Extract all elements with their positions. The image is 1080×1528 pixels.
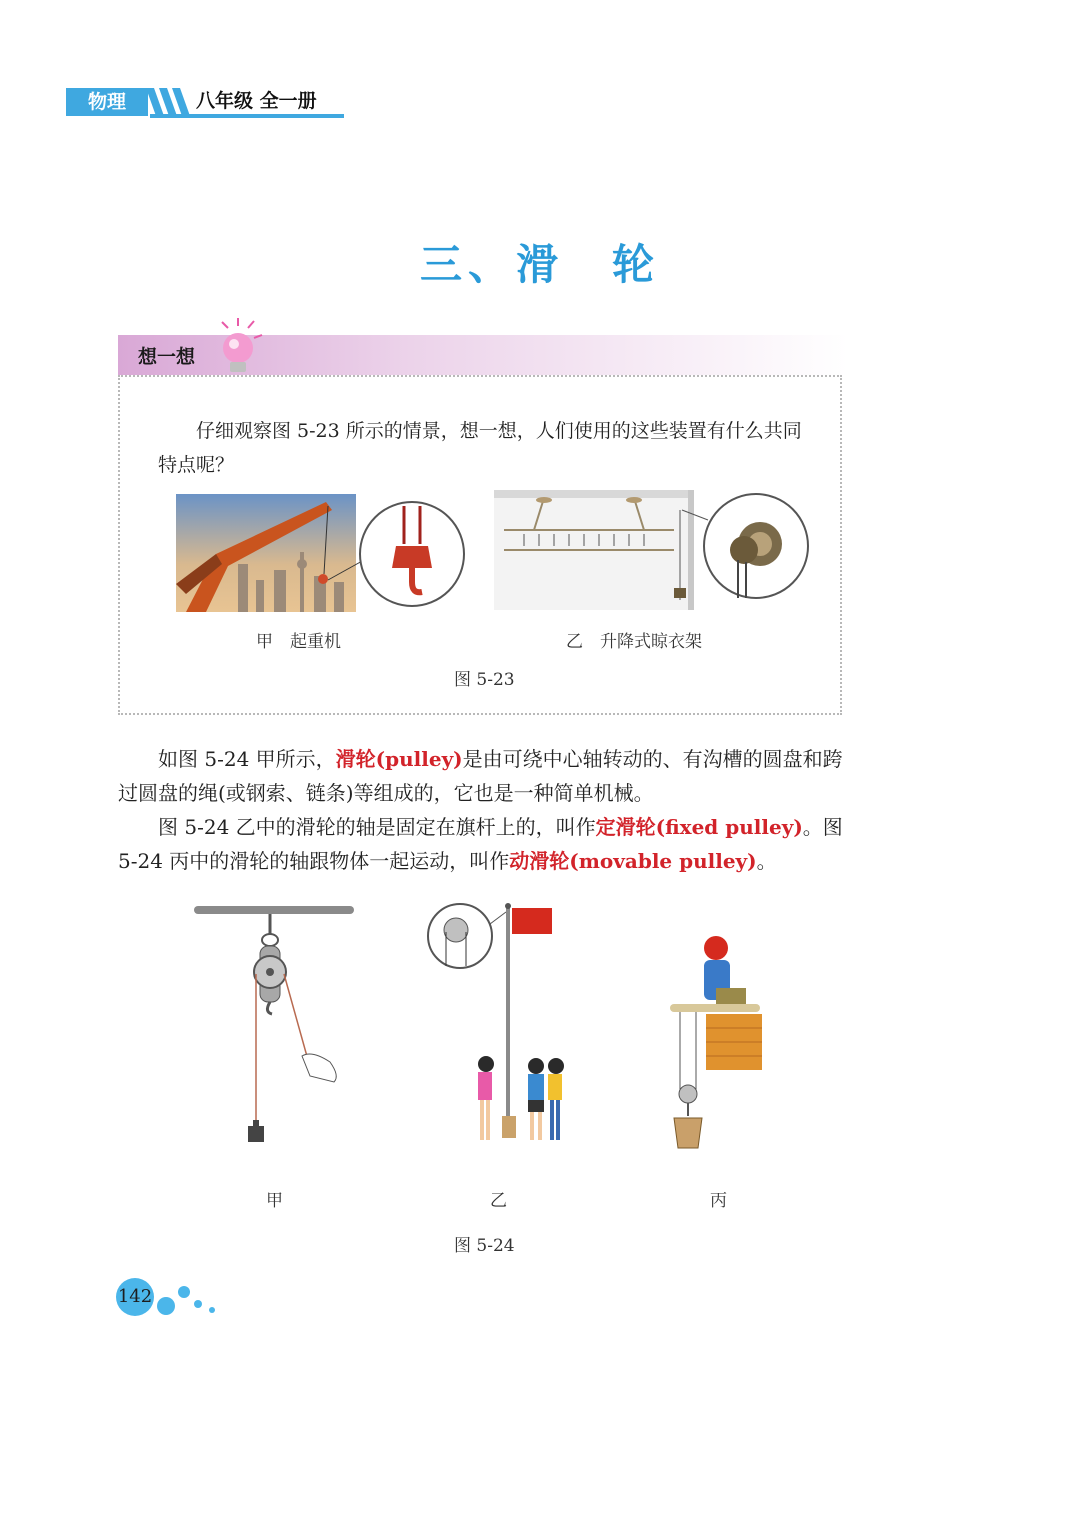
- body-text: [118, 742, 846, 878]
- fig524-label-a: 甲: [266, 1191, 283, 1211]
- lightbulb-icon: [216, 318, 266, 376]
- term-movable-pulley: 动滑轮(movable pulley): [509, 849, 757, 873]
- term-pulley: 滑轮(pulley): [335, 747, 463, 771]
- p1-text-a: 如图 5-24 甲所示，: [158, 747, 336, 771]
- page-number: 142: [116, 1278, 154, 1316]
- header-stripes: [146, 88, 196, 116]
- think-label: 想一想: [138, 346, 196, 368]
- pulley-illustration-a: [190, 900, 360, 1150]
- flagpole-illustration: [426, 896, 586, 1150]
- figure-524-caption: 图 5-24: [454, 1236, 515, 1256]
- p2-text-c: 。: [756, 849, 777, 873]
- p2-text-a: 图 5-24 乙中的滑轮的轴是固定在旗杆上的，叫作: [158, 815, 596, 839]
- crane-caption: 甲 起重机: [256, 632, 341, 652]
- crane-image: [176, 494, 476, 622]
- fig524-label-b: 乙: [490, 1191, 507, 1211]
- page-dots-decoration: [154, 1282, 224, 1318]
- p1-text-b: 是由可绕中心轴转动的、有沟槽的圆盘和跨过圆盘的绳(或钢索、链条)等组成的，它也是一种简单机械。: [118, 747, 843, 805]
- book-title: 八年级 全一册: [196, 90, 317, 112]
- p2-text-b: 。图 5-24 丙中的滑轮的轴跟物体一起运动，叫作: [118, 815, 843, 873]
- rack-caption: 乙 升降式晾衣架: [566, 632, 702, 652]
- movable-pulley-illustration: [666, 930, 776, 1152]
- drying-rack-image: [494, 490, 816, 614]
- think-text: 仔细观察图 5-23 所示的情景，想一想，人们使用的这些装置有什么共同特点呢？: [158, 420, 802, 476]
- figure-523-caption: 图 5-23: [454, 670, 515, 690]
- subject-label: 物理: [66, 88, 148, 116]
- paragraph-2: [118, 810, 846, 878]
- section-title: 三、滑 轮: [419, 240, 660, 289]
- term-fixed-pulley: 定滑轮(fixed pulley): [595, 815, 803, 839]
- paragraph-1: [118, 742, 846, 810]
- fig524-label-c: 丙: [710, 1191, 727, 1211]
- header-underline: [150, 114, 344, 118]
